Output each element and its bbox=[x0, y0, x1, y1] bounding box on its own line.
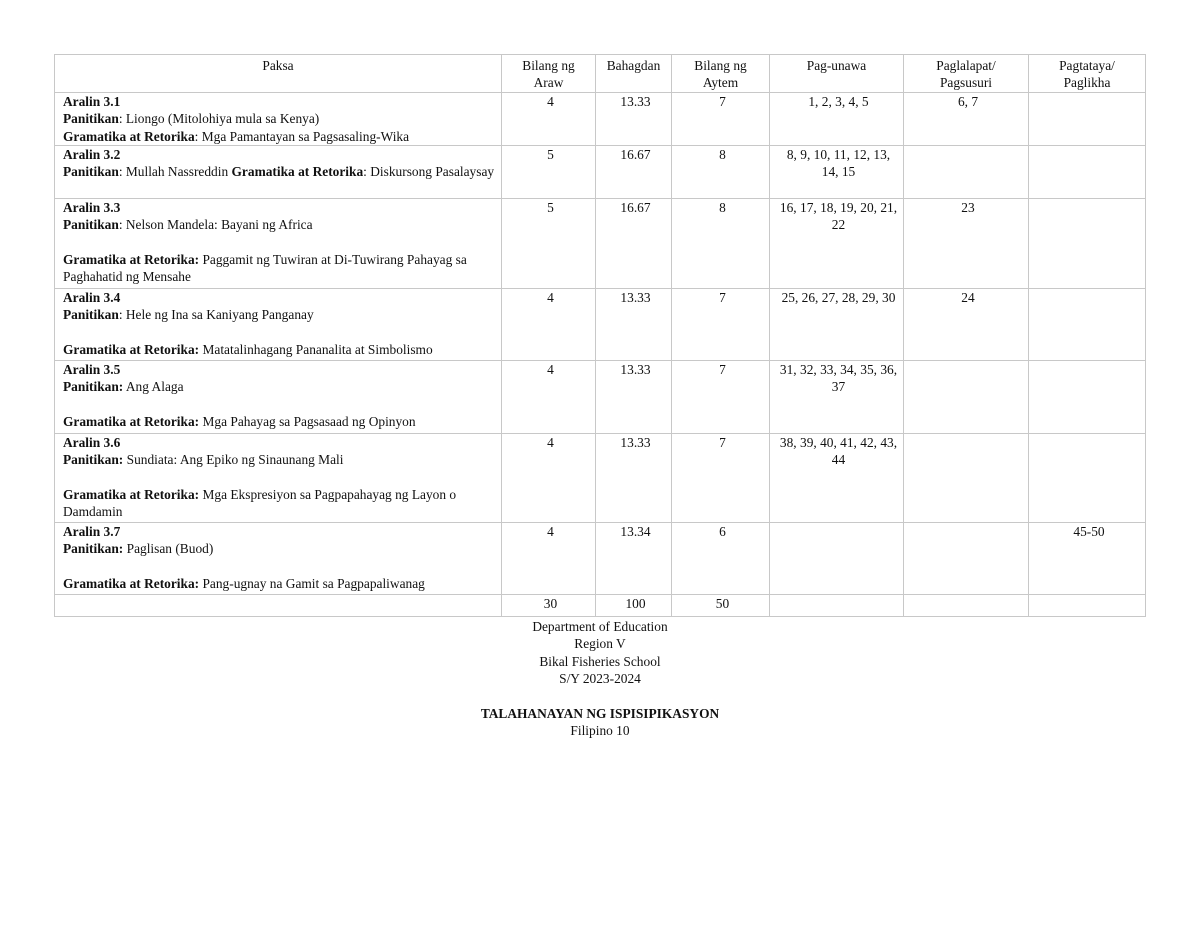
panitikan-label: Panitikan: bbox=[63, 452, 124, 468]
paglalapat-cell bbox=[904, 361, 1029, 434]
panitikan-text: : Liongo (Mitolohiya mula sa Kenya) bbox=[118, 111, 320, 127]
paksa-cell bbox=[55, 199, 502, 289]
aytem-cell: 7 bbox=[672, 289, 770, 361]
gramatika-label: Gramatika at Retorika: bbox=[63, 413, 200, 429]
bahagdan-cell: 13.33 bbox=[596, 92, 672, 145]
paksa-cell bbox=[55, 523, 502, 595]
araw-cell: 4 bbox=[502, 523, 596, 595]
bahagdan-cell: 13.34 bbox=[596, 523, 672, 595]
paglalapat-cell: 23 bbox=[904, 199, 1029, 289]
paglalapat-cell: 24 bbox=[904, 289, 1029, 361]
bahagdan-cell: 13.33 bbox=[596, 289, 672, 361]
gramatika-text: : Diskursong Pasalaysay bbox=[363, 164, 495, 180]
footer-region: Region V bbox=[574, 636, 626, 652]
aytem-cell: 8 bbox=[672, 199, 770, 289]
pagtataya-cell bbox=[1029, 92, 1146, 145]
total-paglalapat bbox=[904, 595, 1029, 617]
table-row bbox=[55, 523, 1146, 595]
panitikan-label: Panitikan: bbox=[63, 379, 124, 395]
paglalapat-cell bbox=[904, 434, 1029, 523]
paksa-cell bbox=[55, 434, 502, 523]
gramatika-text: Paggamit ng Tuwiran at Di-Tuwirang Pahayag sa Paghahatid ng Mensahe bbox=[63, 251, 467, 285]
araw-cell: 5 bbox=[502, 146, 596, 199]
gramatika-label: Gramatika at Retorika bbox=[231, 164, 364, 180]
gramatika-label: Gramatika at Retorika: bbox=[63, 575, 200, 591]
footer-school-year: S/Y 2023-2024 bbox=[559, 671, 641, 687]
pagtataya-cell bbox=[1029, 289, 1146, 361]
total-bahagdan: 100 bbox=[596, 595, 672, 617]
pag-unawa-cell: 1, 2, 3, 4, 5 bbox=[770, 92, 904, 145]
panitikan-text: : Mullah Nassreddin bbox=[118, 164, 232, 180]
araw-cell: 4 bbox=[502, 289, 596, 361]
gramatika-label: Gramatika at Retorika bbox=[63, 128, 195, 144]
panitikan-text: Sundiata: Ang Epiko ng Sinaunang Mali bbox=[123, 452, 344, 468]
aralin-title: Aralin 3.3 bbox=[63, 200, 121, 216]
gramatika-text: : Mga Pamantayan sa Pagsasaling-Wika bbox=[194, 128, 410, 144]
aralin-title: Aralin 3.1 bbox=[63, 93, 121, 109]
bahagdan-cell: 13.33 bbox=[596, 434, 672, 523]
aralin-title: Aralin 3.7 bbox=[63, 524, 121, 540]
header-bilang-araw: Bilang ng Araw bbox=[502, 55, 596, 93]
araw-cell: 4 bbox=[502, 92, 596, 145]
pag-unawa-cell bbox=[770, 523, 904, 595]
aralin-title: Aralin 3.2 bbox=[63, 147, 121, 163]
araw-cell: 5 bbox=[502, 199, 596, 289]
aytem-cell: 8 bbox=[672, 146, 770, 199]
pagtataya-cell bbox=[1029, 361, 1146, 434]
table-header-row bbox=[55, 55, 1146, 93]
araw-cell: 4 bbox=[502, 361, 596, 434]
gramatika-label: Gramatika at Retorika: bbox=[63, 486, 200, 502]
aytem-cell: 7 bbox=[672, 361, 770, 434]
pag-unawa-cell: 38, 39, 40, 41, 42, 43, 44 bbox=[770, 434, 904, 523]
specification-table bbox=[54, 54, 1146, 617]
header-paksa: Paksa bbox=[55, 55, 502, 93]
document-subtitle: Filipino 10 bbox=[570, 723, 630, 739]
araw-cell: 4 bbox=[502, 434, 596, 523]
pagtataya-cell: 45-50 bbox=[1029, 523, 1146, 595]
pag-unawa-cell: 25, 26, 27, 28, 29, 30 bbox=[770, 289, 904, 361]
table-row bbox=[55, 361, 1146, 434]
table-row bbox=[55, 289, 1146, 361]
header-paglalapat: Paglalapat/ Pagsusuri bbox=[904, 55, 1029, 93]
panitikan-text: Ang Alaga bbox=[123, 379, 184, 395]
pag-unawa-cell: 16, 17, 18, 19, 20, 21, 22 bbox=[770, 199, 904, 289]
paglalapat-cell bbox=[904, 146, 1029, 199]
aytem-cell: 6 bbox=[672, 523, 770, 595]
footer-school: Bikal Fisheries School bbox=[539, 653, 661, 669]
total-aytem: 50 bbox=[672, 595, 770, 617]
paglalapat-cell bbox=[904, 523, 1029, 595]
paksa-cell bbox=[55, 92, 502, 145]
total-pag-unawa bbox=[770, 595, 904, 617]
gramatika-text: Mga Ekspresiyon sa Pagpapahayag ng Layon o Damdamin bbox=[63, 486, 457, 520]
table-row bbox=[55, 199, 1146, 289]
header-pagtataya: Pagtataya/ Paglikha bbox=[1029, 55, 1146, 93]
panitikan-label: Panitikan bbox=[63, 307, 119, 323]
panitikan-label: Panitikan bbox=[63, 111, 119, 127]
header-bahagdan: Bahagdan bbox=[596, 55, 672, 93]
paksa-cell bbox=[55, 361, 502, 434]
header-pag-unawa: Pag-unawa bbox=[770, 55, 904, 93]
gramatika-text: Mga Pahayag sa Pagsasaad ng Opinyon bbox=[199, 413, 416, 429]
pag-unawa-cell: 31, 32, 33, 34, 35, 36, 37 bbox=[770, 361, 904, 434]
panitikan-label: Panitikan bbox=[63, 217, 119, 233]
footer-department: Department of Education bbox=[532, 619, 668, 634]
bahagdan-cell: 16.67 bbox=[596, 146, 672, 199]
gramatika-text: Matatalinhagang Pananalita at Simbolismo bbox=[199, 341, 433, 357]
table-row bbox=[55, 434, 1146, 523]
paksa-cell bbox=[55, 146, 502, 199]
aralin-title: Aralin 3.5 bbox=[63, 362, 121, 378]
bahagdan-cell: 13.33 bbox=[596, 361, 672, 434]
totals-row bbox=[55, 595, 1146, 617]
gramatika-label: Gramatika at Retorika: bbox=[63, 251, 200, 267]
pag-unawa-cell: 8, 9, 10, 11, 12, 13, 14, 15 bbox=[770, 146, 904, 199]
total-pagtataya bbox=[1029, 595, 1146, 617]
pagtataya-cell bbox=[1029, 146, 1146, 199]
table-row bbox=[55, 92, 1146, 145]
bahagdan-cell: 16.67 bbox=[596, 199, 672, 289]
paksa-cell bbox=[55, 289, 502, 361]
aralin-title: Aralin 3.6 bbox=[63, 435, 121, 451]
totals-label-cell bbox=[55, 595, 502, 617]
panitikan-label: Panitikan bbox=[63, 164, 119, 180]
header-bilang-aytem: Bilang ng Aytem bbox=[672, 55, 770, 93]
panitikan-text: Paglisan (Buod) bbox=[123, 541, 214, 557]
gramatika-text: Pang-ugnay na Gamit sa Pagpapaliwanag bbox=[199, 575, 425, 591]
gramatika-label: Gramatika at Retorika: bbox=[63, 341, 200, 357]
panitikan-text: : Hele ng Ina sa Kaniyang Panganay bbox=[118, 307, 314, 323]
document-title: TALAHANAYAN NG ISPISIPIKASYON bbox=[480, 705, 720, 721]
panitikan-text: : Nelson Mandela: Bayani ng Africa bbox=[118, 217, 313, 233]
table-row bbox=[55, 146, 1146, 199]
aytem-cell: 7 bbox=[672, 92, 770, 145]
aralin-title: Aralin 3.4 bbox=[63, 290, 121, 306]
pagtataya-cell bbox=[1029, 199, 1146, 289]
panitikan-label: Panitikan: bbox=[63, 541, 124, 557]
pagtataya-cell bbox=[1029, 434, 1146, 523]
document-footer bbox=[0, 618, 1200, 739]
aytem-cell: 7 bbox=[672, 434, 770, 523]
total-araw: 30 bbox=[502, 595, 596, 617]
paglalapat-cell: 6, 7 bbox=[904, 92, 1029, 145]
